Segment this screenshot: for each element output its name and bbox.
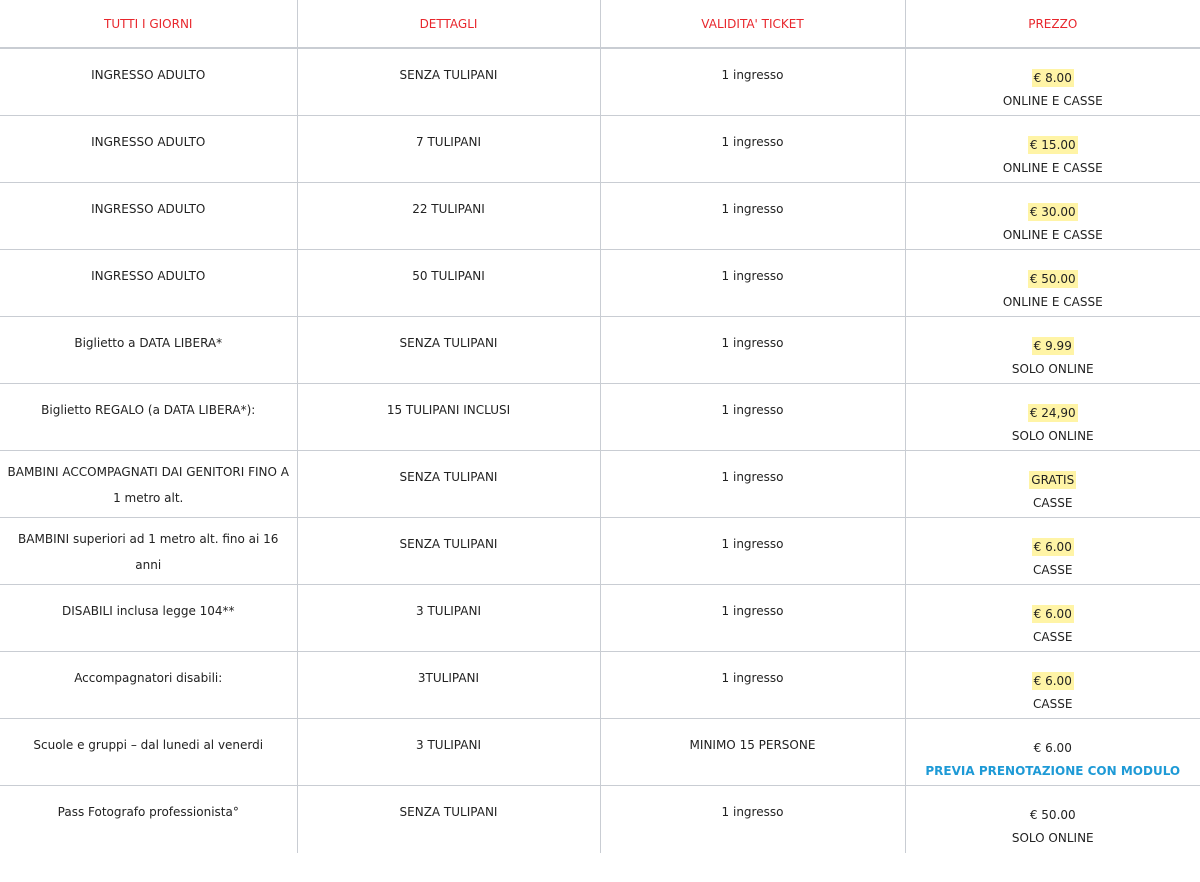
row-details: SENZA TULIPANI [297, 450, 600, 517]
row-validity: 1 ingresso [600, 182, 905, 249]
row-validity: 1 ingresso [600, 316, 905, 383]
price-value: GRATIS [1031, 472, 1075, 487]
header-validita-ticket: VALIDITA' TICKET [600, 0, 905, 48]
sales-channel: ONLINE E CASSE [1002, 94, 1103, 108]
row-price-cell [905, 517, 1200, 584]
row-category: INGRESSO ADULTO [0, 48, 297, 115]
table-row [0, 718, 1200, 785]
row-price-cell [905, 718, 1200, 785]
sales-channel: SOLO ONLINE [1011, 428, 1094, 443]
header-dettagli: DETTAGLI [297, 0, 600, 48]
row-price-cell [905, 115, 1200, 182]
sales-channel: SOLO ONLINE [1011, 830, 1094, 845]
row-validity: 1 ingresso [600, 249, 905, 316]
row-price-cell [905, 249, 1200, 316]
row-details: 7 TULIPANI [297, 115, 600, 182]
price-value: € 30.00 [1029, 204, 1076, 219]
row-details: 3TULIPANI [297, 651, 600, 718]
row-price-cell [905, 383, 1200, 450]
row-validity: 1 ingresso [600, 450, 905, 517]
row-price-cell [905, 651, 1200, 718]
row-validity: 1 ingresso [600, 48, 905, 115]
table-row [0, 115, 1200, 182]
sales-channel: CASSE [1033, 562, 1073, 577]
header-tutti-i-giorni: TUTTI I GIORNI [0, 0, 297, 48]
price-value: € 8.00 [1033, 71, 1072, 85]
row-category: BAMBINI superiori ad 1 metro alt. fino ai 16 anni [0, 517, 297, 584]
row-category: BAMBINI ACCOMPAGNATI DAI GENITORI FINO A 1 metro alt. [0, 450, 297, 517]
row-validity: 1 ingresso [600, 584, 905, 651]
table-row [0, 651, 1200, 718]
row-details: 50 TULIPANI [297, 249, 600, 316]
table-row [0, 316, 1200, 383]
row-category: INGRESSO ADULTO [0, 115, 297, 182]
row-details: SENZA TULIPANI [297, 517, 600, 584]
row-details: SENZA TULIPANI [297, 48, 600, 115]
price-value: € 6.00 [1033, 740, 1072, 755]
table-row [0, 249, 1200, 316]
row-validity: 1 ingresso [600, 517, 905, 584]
price-value: € 50.00 [1029, 271, 1076, 286]
sales-channel: SOLO ONLINE [1011, 361, 1094, 376]
table-row [0, 517, 1200, 584]
row-details: 3 TULIPANI [297, 584, 600, 651]
table-row [0, 584, 1200, 651]
row-details: 22 TULIPANI [297, 182, 600, 249]
price-value: € 6.00 [1033, 539, 1072, 554]
table-row [0, 182, 1200, 249]
row-validity: MINIMO 15 PERSONE [600, 718, 905, 785]
booking-form-link[interactable]: PREVIA PRENOTAZIONE CON MODULO [925, 763, 1181, 778]
sales-channel: CASSE [1033, 495, 1073, 510]
row-price-cell [905, 182, 1200, 249]
row-details: 15 TULIPANI INCLUSI [297, 383, 600, 450]
sales-channel: ONLINE E CASSE [1002, 294, 1103, 309]
row-details: SENZA TULIPANI [297, 316, 600, 383]
row-price-cell [905, 48, 1200, 115]
table-row [0, 450, 1200, 517]
price-value: € 9.99 [1033, 338, 1072, 353]
row-price-cell [905, 785, 1200, 853]
sales-channel: ONLINE E CASSE [1002, 160, 1103, 175]
price-value: € 6.00 [1033, 673, 1072, 688]
row-details: 3 TULIPANI [297, 718, 600, 785]
row-category: INGRESSO ADULTO [0, 182, 297, 249]
sales-channel: CASSE [1033, 696, 1073, 711]
row-details: SENZA TULIPANI [297, 785, 600, 853]
row-category: INGRESSO ADULTO [0, 249, 297, 316]
row-category: Biglietto REGALO (a DATA LIBERA*): [0, 383, 297, 450]
row-category: Accompagnatori disabili: [0, 651, 297, 718]
sales-channel: CASSE [1033, 629, 1073, 644]
row-price-cell [905, 584, 1200, 651]
row-validity: 1 ingresso [600, 651, 905, 718]
row-price-cell [905, 450, 1200, 517]
row-validity: 1 ingresso [600, 115, 905, 182]
row-validity: 1 ingresso [600, 383, 905, 450]
table-header-row [0, 0, 1200, 48]
table-row [0, 48, 1200, 115]
row-price-cell [905, 316, 1200, 383]
table-row [0, 383, 1200, 450]
header-prezzo: PREZZO [905, 0, 1200, 48]
row-validity: 1 ingresso [600, 785, 905, 853]
price-value: € 6.00 [1033, 606, 1072, 621]
table-row [0, 785, 1200, 853]
price-value: € 15.00 [1029, 137, 1076, 152]
sales-channel: ONLINE E CASSE [1002, 227, 1103, 242]
price-value: € 50.00 [1029, 807, 1076, 822]
row-category: DISABILI inclusa legge 104** [0, 584, 297, 651]
row-category: Pass Fotografo professionista° [57, 804, 239, 819]
price-value: € 24,90 [1029, 405, 1076, 420]
row-category: Biglietto a DATA LIBERA* [0, 316, 297, 383]
row-category: Scuole e gruppi – dal lunedi al venerdi [0, 718, 297, 785]
